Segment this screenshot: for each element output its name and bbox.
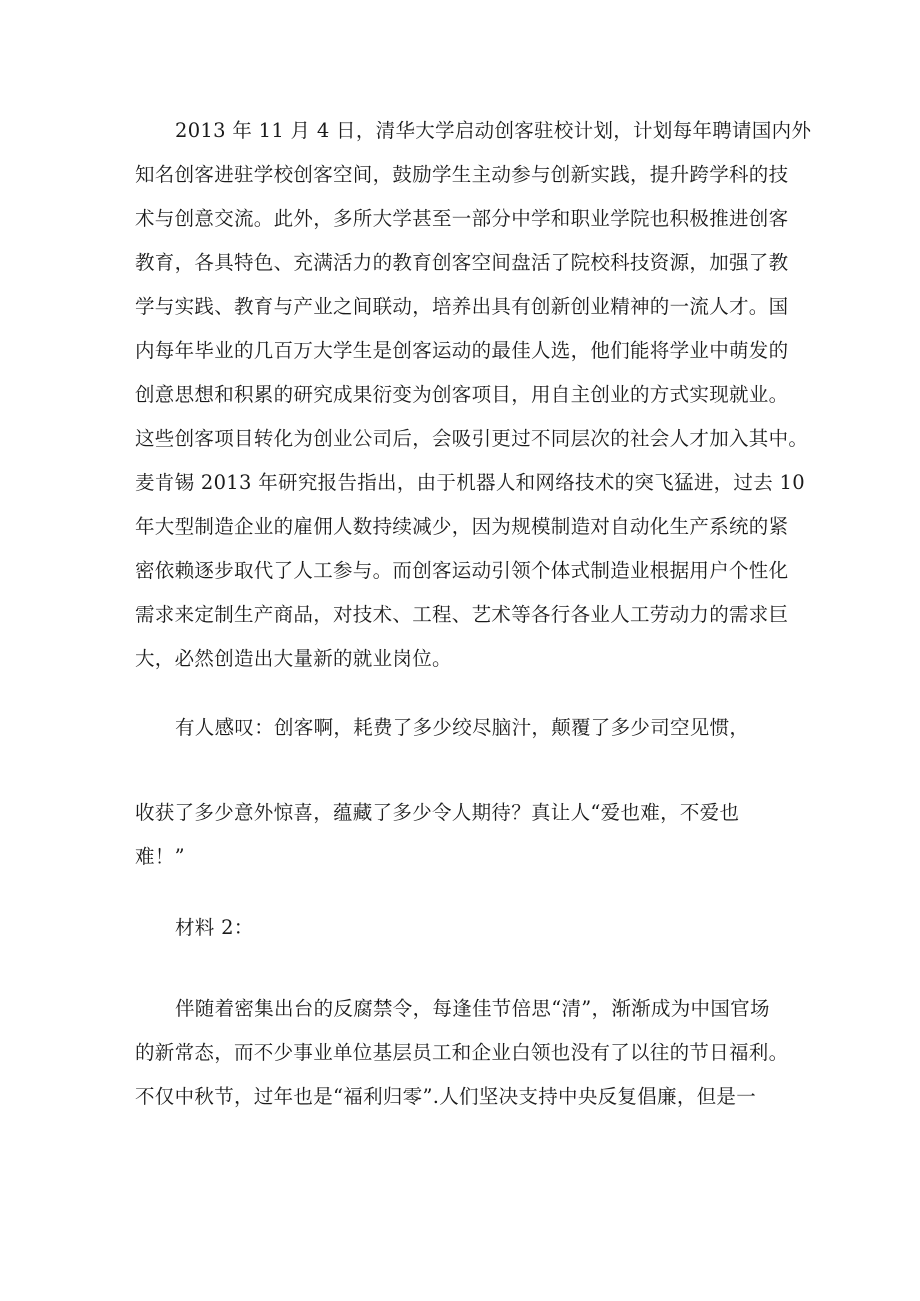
paragraph-3-line-1: 收获了多少意外惊喜，蕴藏了多少令人期待？真让人“爱也难，不爱也 [135,801,740,824]
paragraph-1-line-12: 需求来定制生产商品，对技术、工程、艺术等各行各业人工劳动力的需求巨 [135,603,789,626]
paragraph-1-line-11: 密依赖逐步取代了人工参与。而创客运动引领个体式制造业根据用户个性化 [135,559,789,582]
paragraph-4-line-1: 伴随着密集出台的反腐禁令，每逢佳节倍思“清”，渐渐成为中国官场 [175,997,770,1020]
section-heading: 材料 2： [175,916,254,939]
paragraph-1-line-8: 这些创客项目转化为创业公司后，会吸引更过不同层次的社会人才加入其中。 [135,427,809,450]
paragraph-1-line-4: 教育，各具特色、充满活力的教育创客空间盘活了院校科技资源，加强了教 [135,251,789,274]
paragraph-4-line-2: 的新常态，而不少事业单位基层员工和企业白领也没有了以往的节日福利。 [135,1041,789,1064]
paragraph-1-line-1: 2013 年 11 月 4 日，清华大学启动创客驻校计划，计划每年聘请国内外 [175,119,812,142]
paragraph-1-line-7: 创意思想和积累的研究成果衍变为创客项目，用自主创业的方式实现就业。 [135,383,789,406]
paragraph-3-line-2: 难！” [135,845,185,868]
paragraph-1-line-10: 年大型制造企业的雇佣人数持续减少，因为规模制造对自动化生产系统的紧 [135,515,789,538]
paragraph-1-line-5: 学与实践、教育与产业之间联动，培养出具有创新创业精神的一流人才。国 [135,295,789,318]
paragraph-1-line-9: 麦肯锡 2013 年研究报告指出，由于机器人和网络技术的突飞猛进，过去 10 [135,471,805,494]
paragraph-2-line-1: 有人感叹：创客啊，耗费了多少绞尽脑汁，颠覆了多少司空见惯， [175,716,750,739]
paragraph-1-line-13: 大，必然创造出大量新的就业岗位。 [135,647,452,670]
paragraph-1-line-3: 术与创意交流。此外，多所大学甚至一部分中学和职业学院也积极推进创客 [135,207,789,230]
paragraph-4-line-3: 不仅中秋节，过年也是“福利归零”.人们坚决支持中央反复倡廉，但是一 [135,1085,757,1108]
paragraph-1-line-2: 知名创客进驻学校创客空间，鼓励学生主动参与创新实践，提升跨学科的技 [135,163,789,186]
paragraph-1-line-6: 内每年毕业的几百万大学生是创客运动的最佳人选，他们能将学业中萌发的 [135,339,789,362]
